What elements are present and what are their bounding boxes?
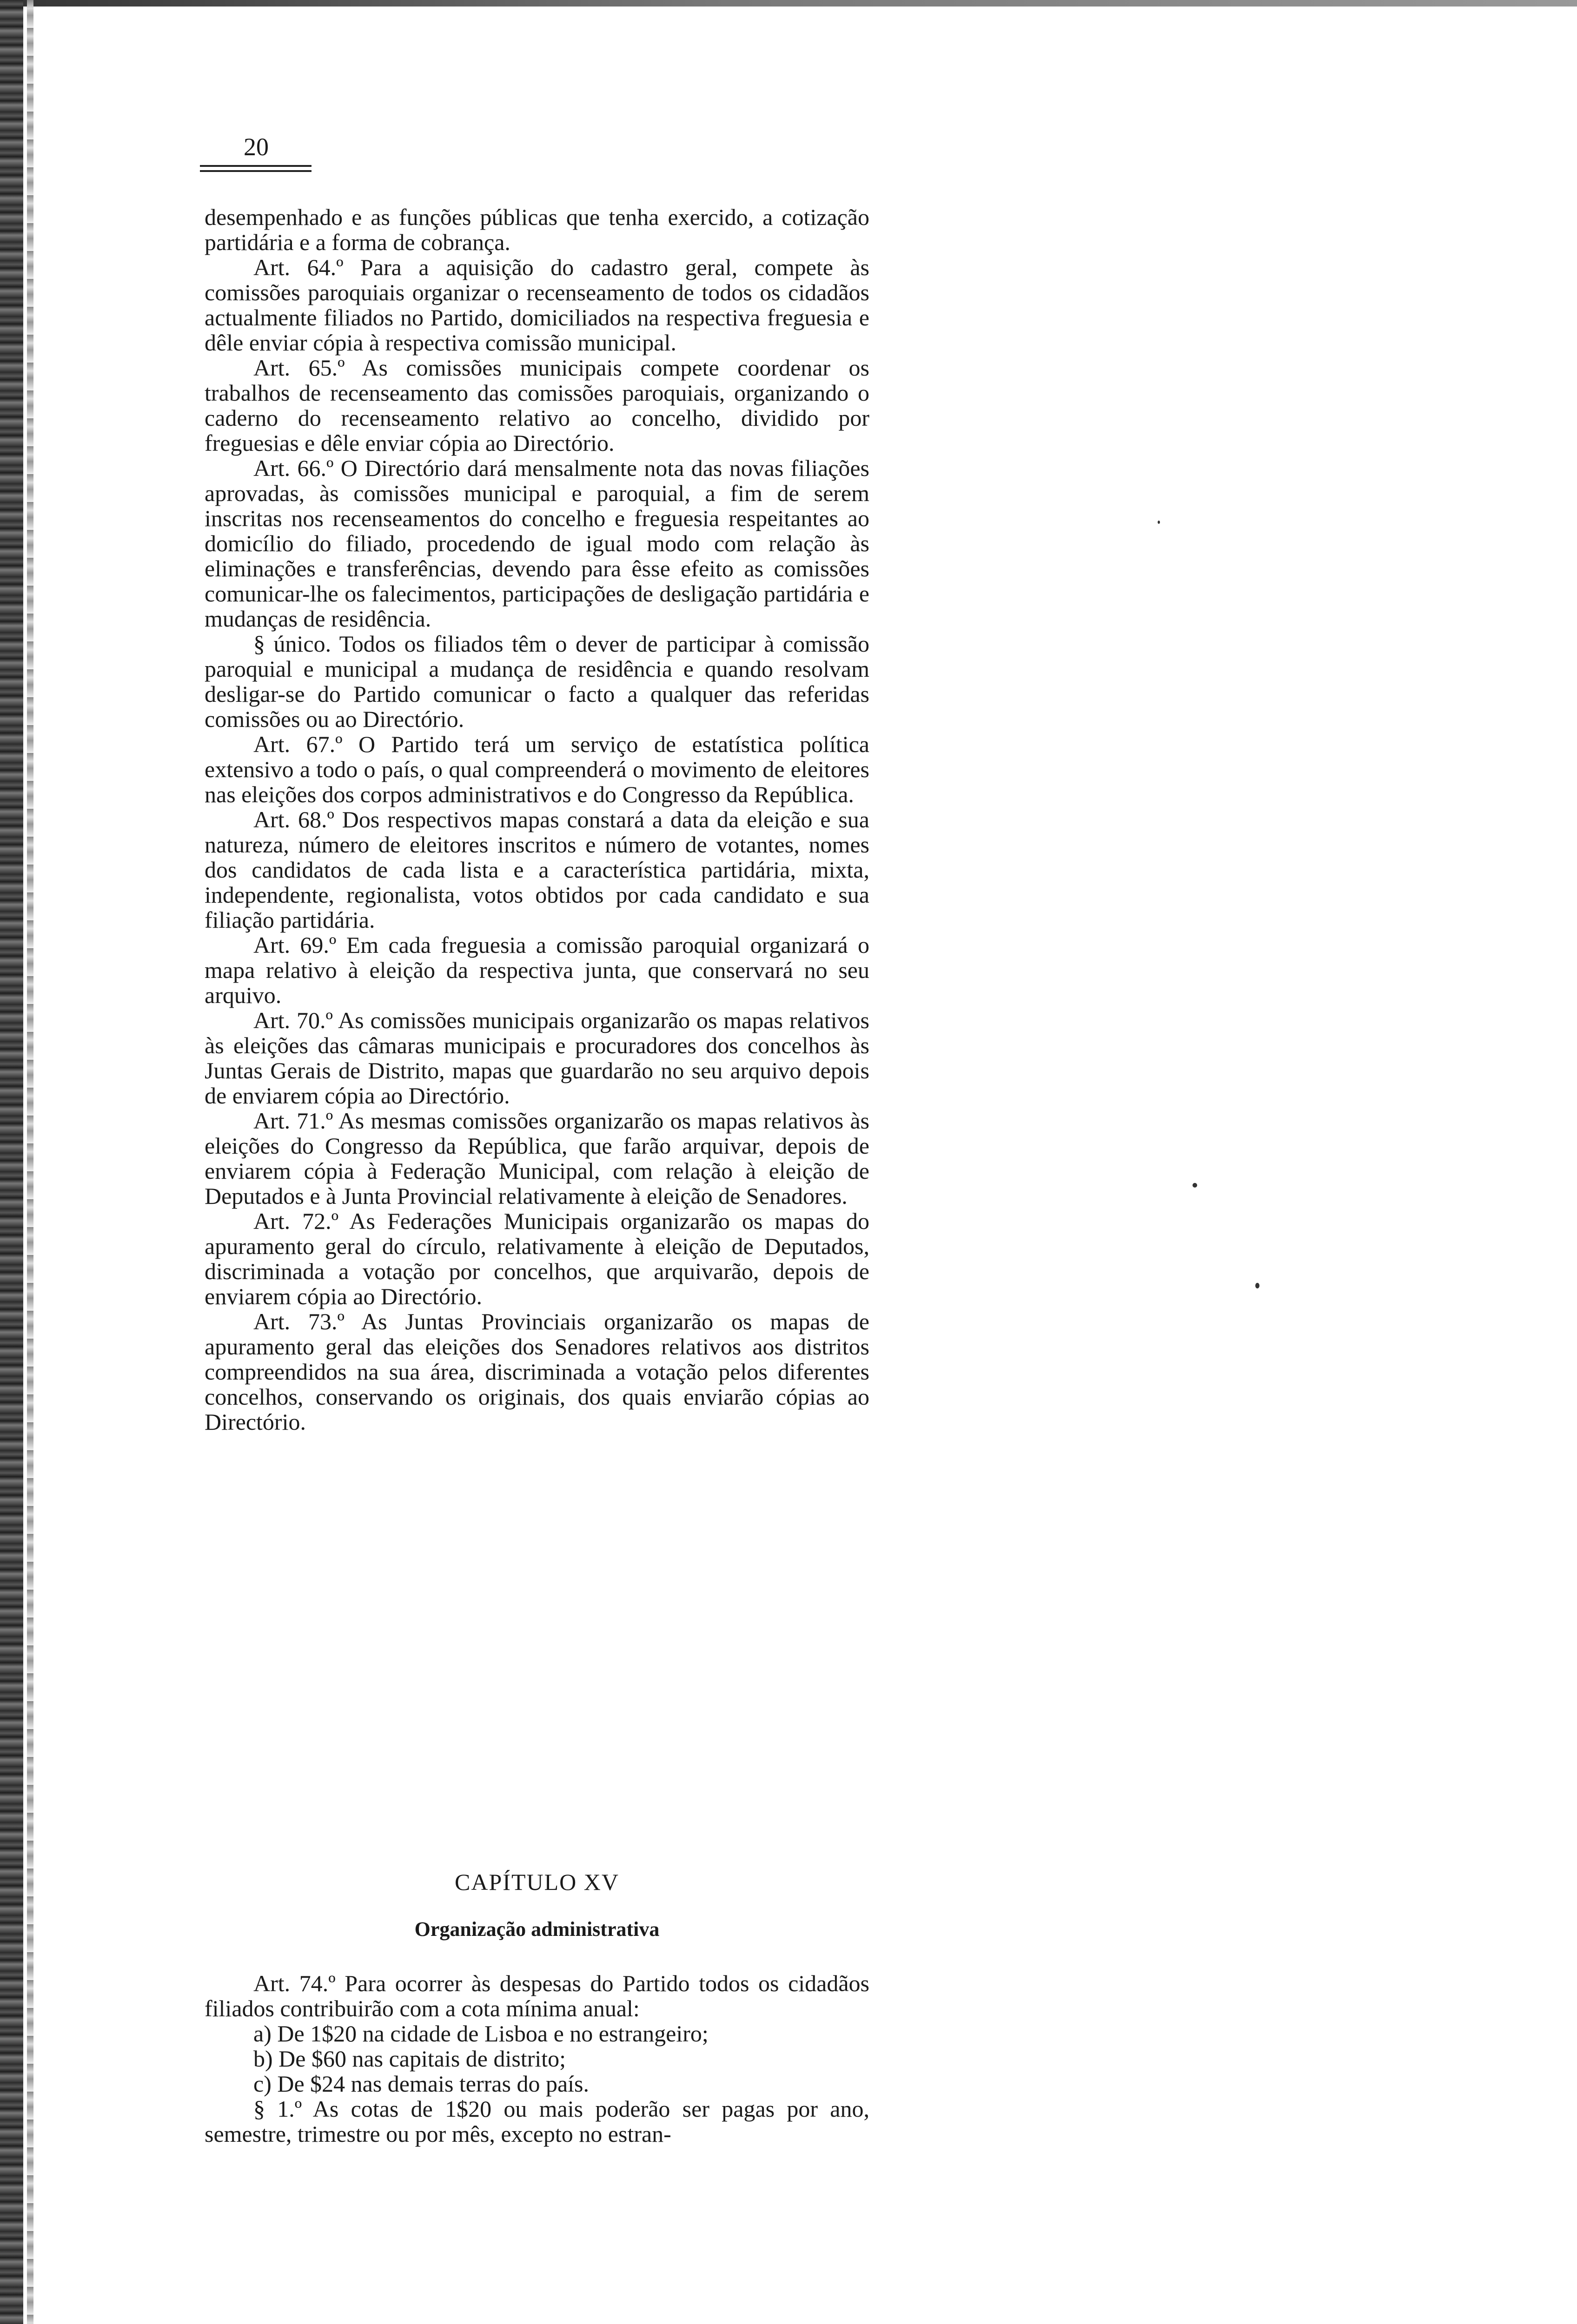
paragraph: desempenhado e as funções públicas que tenha exercido, a cotização partidária e a forma de cobrança. (205, 204, 869, 255)
article-68: Art. 68.º Dos respectivos mapas constará a data da eleição e sua natureza, número de eleitores inscritos e número de votantes, nomes dos candidatos de cada lista e a característica partidária, mixta, independente, regionalista, votos obtidos por cada candidato e sua filiação partidária. (205, 806, 869, 933)
scan-binding-edge (0, 0, 23, 2324)
article-73: Art. 73.º As Juntas Provinciais organizarão os mapas de apuramento geral das eleições dos Senadores relativos aos distritos compreendidos na sua área, discriminada a votação pelos diferentes concelhos, conservando os originais, dos quais enviarão cópias ao Directório. (205, 1308, 869, 1435)
list-item-a: a) De 1$20 na cidade de Lisboa e no estrangeiro; (253, 2020, 709, 2047)
page-number-rule (200, 170, 311, 172)
article-67: Art. 67.º O Partido terá um serviço de estatística política extensivo a todo o país, o qual compreenderá o movimento de eleitores nas eleições dos corpos administrativos e do Congresso da República. (205, 731, 869, 807)
scan-top-edge (0, 0, 1577, 7)
list-item-b: b) De $60 nas capitais de distrito; (253, 2046, 566, 2072)
chapter-title: CAPÍTULO XV (455, 1869, 619, 1895)
paragraph-unico: § único. Todos os filiados têm o dever de participar à comissão paroquial e municipal a mudança de residência e quando resolvam desligar-se do Partido comunicar o facto a qualquer das referidas comissões ou ao Directório. (205, 631, 869, 732)
article-69: Art. 69.º Em cada freguesia a comissão paroquial organizará o mapa relativo à eleição da respectiva junta, que conservará no seu arquivo. (205, 932, 869, 1008)
list-item-c: c) De $24 nas demais terras do país. (253, 2071, 589, 2097)
article-70: Art. 70.º As comissões municipais organizarão os mapas relativos às eleições das câmaras municipais e procuradores dos concelhos às Juntas Gerais de Distrito, mapas que guardarão no seu arquivo depois de enviarem cópia ao Directório. (205, 1007, 869, 1109)
article-71: Art. 71.º As mesmas comissões organizarão os mapas relativos às eleições do Congresso da República, que farão arquivar, depois de enviarem cópia à Federação Municipal, com relação à eleição de Deputados e à Junta Provincial relativamente à eleição de Senadores. (205, 1108, 869, 1209)
chapter-subtitle: Organização administrativa (414, 1918, 660, 1941)
paragraph-1: § 1.º As cotas de 1$20 ou mais poderão ser pagas por ano, semestre, trimestre ou por mês, excepto no estran- (205, 2096, 869, 2147)
scan-binding-shadow (27, 0, 33, 2324)
article-66: Art. 66.º O Directório dará mensalmente nota das novas filiações aprovadas, às comissões municipal e paroquial, a fim de serem inscritas nos recenseamentos do concelho e freguesia respeitantes ao domicílio do filiado, procedendo de igual modo com relação às eliminações e transferências, devendo para êsse efeito as comissões comunicar-lhe os falecimentos, participações de desligação partidária e mudanças de residência. (205, 455, 869, 632)
body-text (205, 205, 869, 1434)
article-64: Art. 64.º Para a aquisição do cadastro geral, compete às comissões paroquiais organizar o recenseamento de todos os cidadãos actualmente filiados no Partido, domiciliados na respectiva freguesia e dêle enviar cópia à respectiva comissão municipal. (205, 254, 869, 356)
scan-speck (1193, 1183, 1197, 1188)
page-number-rule (200, 165, 311, 167)
article-74: Art. 74.º Para ocorrer às despesas do Partido todos os cidadãos filiados contribuirão com a cota mínima anual: (205, 1970, 869, 2021)
article-65: Art. 65.º As comissões municipais compete coordenar os trabalhos de recenseamento das comissões paroquiais, organizando o caderno do recenseamento relativo ao concelho, dividido por freguesias e dêle enviar cópia ao Directório. (205, 355, 869, 456)
scan-speck (1158, 521, 1160, 524)
scan-speck (1255, 1283, 1259, 1288)
body-text-chapter-xv (205, 1971, 869, 2146)
article-72: Art. 72.º As Federações Municipais organizarão os mapas do apuramento geral do círculo, relativamente à eleição de Deputados, discriminada a votação por concelhos, que arquivarão, depois de enviarem cópia ao Directório. (205, 1208, 869, 1309)
page-number: 20 (244, 133, 269, 161)
